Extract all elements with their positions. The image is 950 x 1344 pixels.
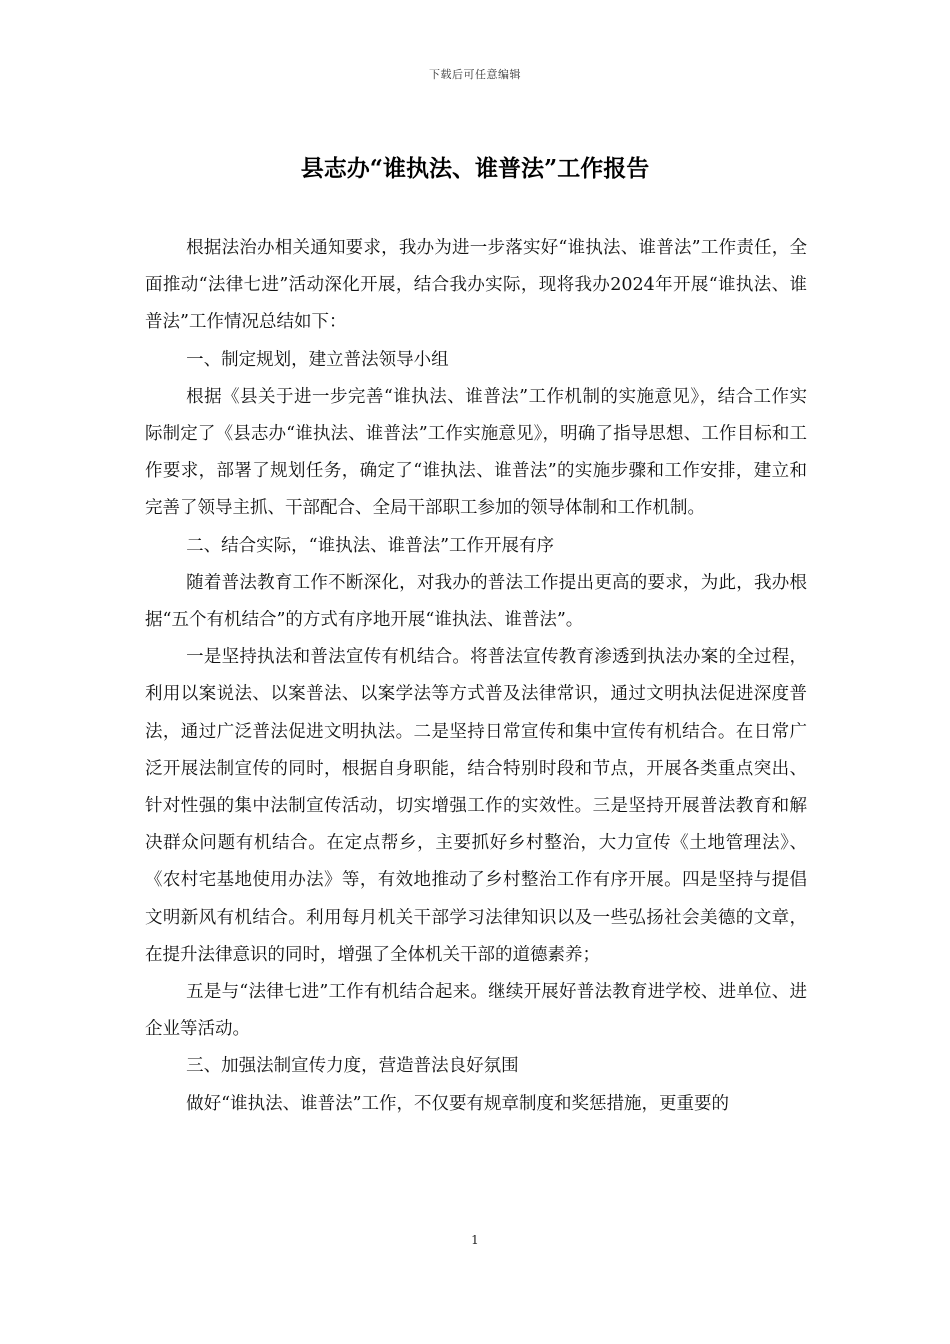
paragraph-section-2-intro: 随着普法教育工作不断深化，对我办的普法工作提出更高的要求，为此，我办根据“五个有机结合”的方式有序地开展“谁执法、谁普法”。: [145, 572, 807, 631]
page-number: 1: [471, 1233, 479, 1247]
paragraph-section-2-details: 一是坚持执法和普法宣传有机结合。将普法宣传教育渗透到执法办案的全过程，利用以案说法、以案普法、以案学法等方式普及法律常识，通过文明执法促进深度普法，通过广泛普法促进文明执法。二是坚持日常宣传和集中宣传有机结合。在日常广泛开展法制宣传的同时，根据自身职能，结合特别时段和节点，开展各类重点突出、针对性强的集中法制宣传活动，切实增强工作的实效性。三是坚持开展普法教育和解决群众问题有机结合。在定点帮乡，主要抓好乡村整治，大力宣传《土地管理法》、《农村宅基地使用办法》等，有效地推动了乡村整治工作有序开展。四是坚持与提倡文明新风有机结合。利用每月机关干部学习法律知识以及一些弘扬社会美德的文章，在提升法律意识的同时，增强了全体机关干部的道德素养；: [145, 647, 807, 965]
header-note: 下载后可任意编辑: [429, 68, 521, 81]
document-body: [145, 230, 807, 1123]
section-heading-3: 三、加强法制宣传力度，营造普法良好氛围: [186, 1056, 519, 1077]
paragraph-intro: 根据法治办相关通知要求，我办为进一步落实好“谁执法、谁普法”工作责任，全面推动“法律七进”活动深化开展，结合我办实际，现将我办2024年开展“谁执法、谁普法”工作情况总结如下：: [145, 238, 807, 333]
paragraph-section-3: 做好“谁执法、谁普法”工作，不仅要有规章制度和奖惩措施，更重要的: [186, 1093, 730, 1114]
paragraph-section-2-fifth: 五是与“法律七进”工作有机结合起来。继续开展好普法教育进学校、进单位、进企业等活动。: [145, 982, 807, 1040]
paragraph-section-1: 根据《县关于进一步完善“谁执法、谁普法”工作机制的实施意见》，结合工作实际制定了《县志办“谁执法、谁普法”工作实施意见》，明确了指导思想、工作目标和工作要求，部署了规划任务，确定了“谁执法、谁普法”的实施步骤和工作安排，建立和完善了领导主抓、干部配合、全局干部职工参加的领导体制和工作机制。: [145, 386, 807, 519]
section-heading-1: 一、制定规划，建立普法领导小组: [186, 349, 449, 370]
section-heading-2: 二、结合实际，“谁执法、谁普法”工作开展有序: [186, 535, 555, 556]
document-title: 县志办“谁执法、谁普法”工作报告: [300, 155, 650, 182]
